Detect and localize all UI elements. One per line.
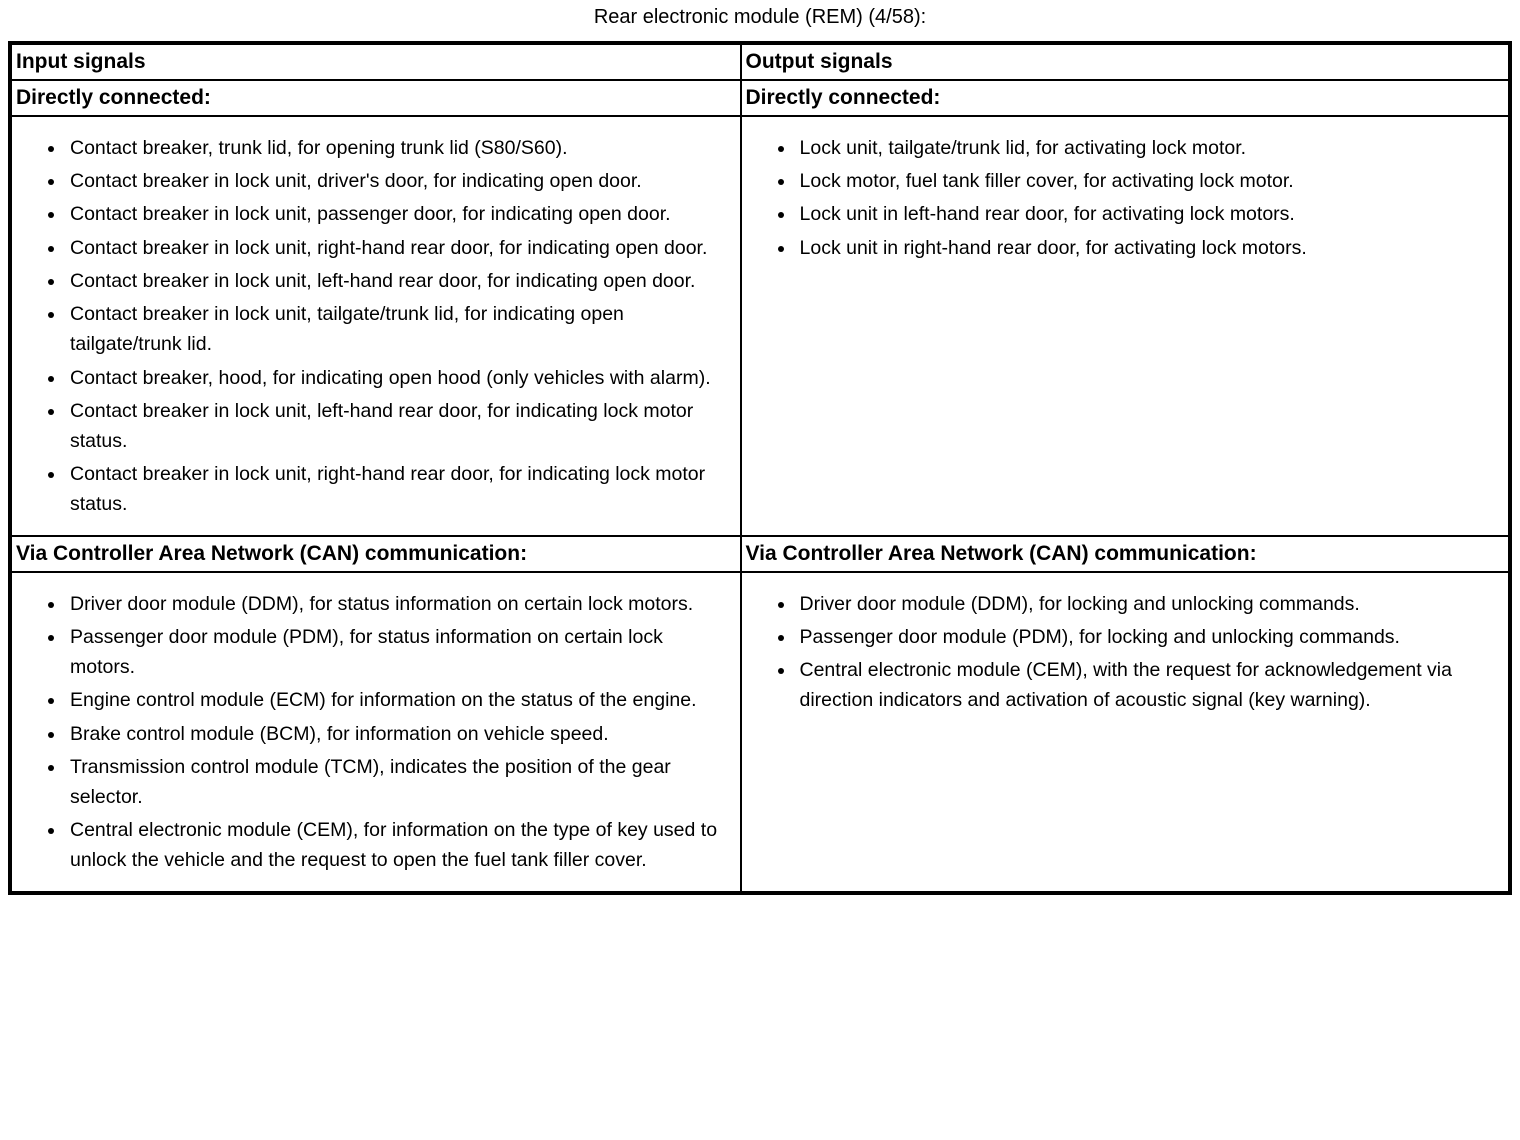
signal-item: • Lock unit in left-hand rear door, for activating lock motors. [796,199,1499,229]
signal-item: • Central electronic module (CEM), with the request for acknowledgement via direction indicators and activation of acoustic signal (key warning). [796,655,1499,715]
signal-item: • Contact breaker in lock unit, tailgate/trunk lid, for indicating open tailgate/trunk lid. [66,299,730,359]
signal-list-output-can [744,589,1499,716]
section-heading-input-directly-connected: Directly connected: [10,80,741,116]
signal-item: • Driver door module (DDM), for locking and unlocking commands. [796,589,1499,619]
signal-item: • Contact breaker in lock unit, passenger door, for indicating open door. [66,199,730,229]
signal-item: • Passenger door module (PDM), for status information on certain lock motors. [66,622,730,682]
can-list-row [10,572,1510,893]
section-heading-output-can: Via Controller Area Network (CAN) communication: [741,536,1511,572]
output-directly-connected-cell [741,116,1511,536]
signal-item: • Contact breaker in lock unit, right-hand rear door, for indicating open door. [66,233,730,263]
signal-item: • Engine control module (ECM) for information on the status of the engine. [66,685,730,715]
can-heading-row [10,536,1510,572]
signal-item: • Contact breaker, trunk lid, for opening trunk lid (S80/S60). [66,133,730,163]
signal-item: • Lock motor, fuel tank filler cover, for activating lock motor. [796,166,1499,196]
signal-item: • Brake control module (BCM), for information on vehicle speed. [66,719,730,749]
signal-item: • Contact breaker in lock unit, driver's door, for indicating open door. [66,166,730,196]
signal-item: • Transmission control module (TCM), indicates the position of the gear selector. [66,752,730,812]
signal-item: • Lock unit in right-hand rear door, for activating lock motors. [796,233,1499,263]
output-can-cell [741,572,1511,893]
input-directly-connected-cell [10,116,741,536]
signal-item: • Contact breaker in lock unit, left-hand rear door, for indicating open door. [66,266,730,296]
signal-list-input-can [14,589,730,876]
signal-item: • Passenger door module (PDM), for locking and unlocking commands. [796,622,1499,652]
input-can-cell [10,572,741,893]
table-header-row [10,43,1510,80]
directly-connected-list-row [10,116,1510,536]
signal-list-output-directly-connected [744,133,1499,263]
signal-item: • Contact breaker, hood, for indicating open hood (only vehicles with alarm). [66,363,730,393]
section-heading-output-directly-connected: Directly connected: [741,80,1511,116]
section-heading-input-can: Via Controller Area Network (CAN) communication: [10,536,741,572]
column-header-output-signals: Output signals [741,43,1511,80]
column-header-input-signals: Input signals [10,43,741,80]
page-title: Rear electronic module (REM) (4/58): [593,6,927,28]
signal-item: • Lock unit, tailgate/trunk lid, for activating lock motor. [796,133,1499,163]
signal-item: • Contact breaker in lock unit, right-hand rear door, for indicating lock motor status. [66,459,730,519]
signal-item: • Driver door module (DDM), for status information on certain lock motors. [66,589,730,619]
signal-list-input-directly-connected [14,133,730,520]
signal-item: • Contact breaker in lock unit, left-hand rear door, for indicating lock motor status. [66,396,730,456]
directly-connected-heading-row [10,80,1510,116]
signals-table [8,41,1512,895]
signal-item: • Central electronic module (CEM), for information on the type of key used to unlock the vehicle and the request to open the fuel tank filler cover. [66,815,730,875]
